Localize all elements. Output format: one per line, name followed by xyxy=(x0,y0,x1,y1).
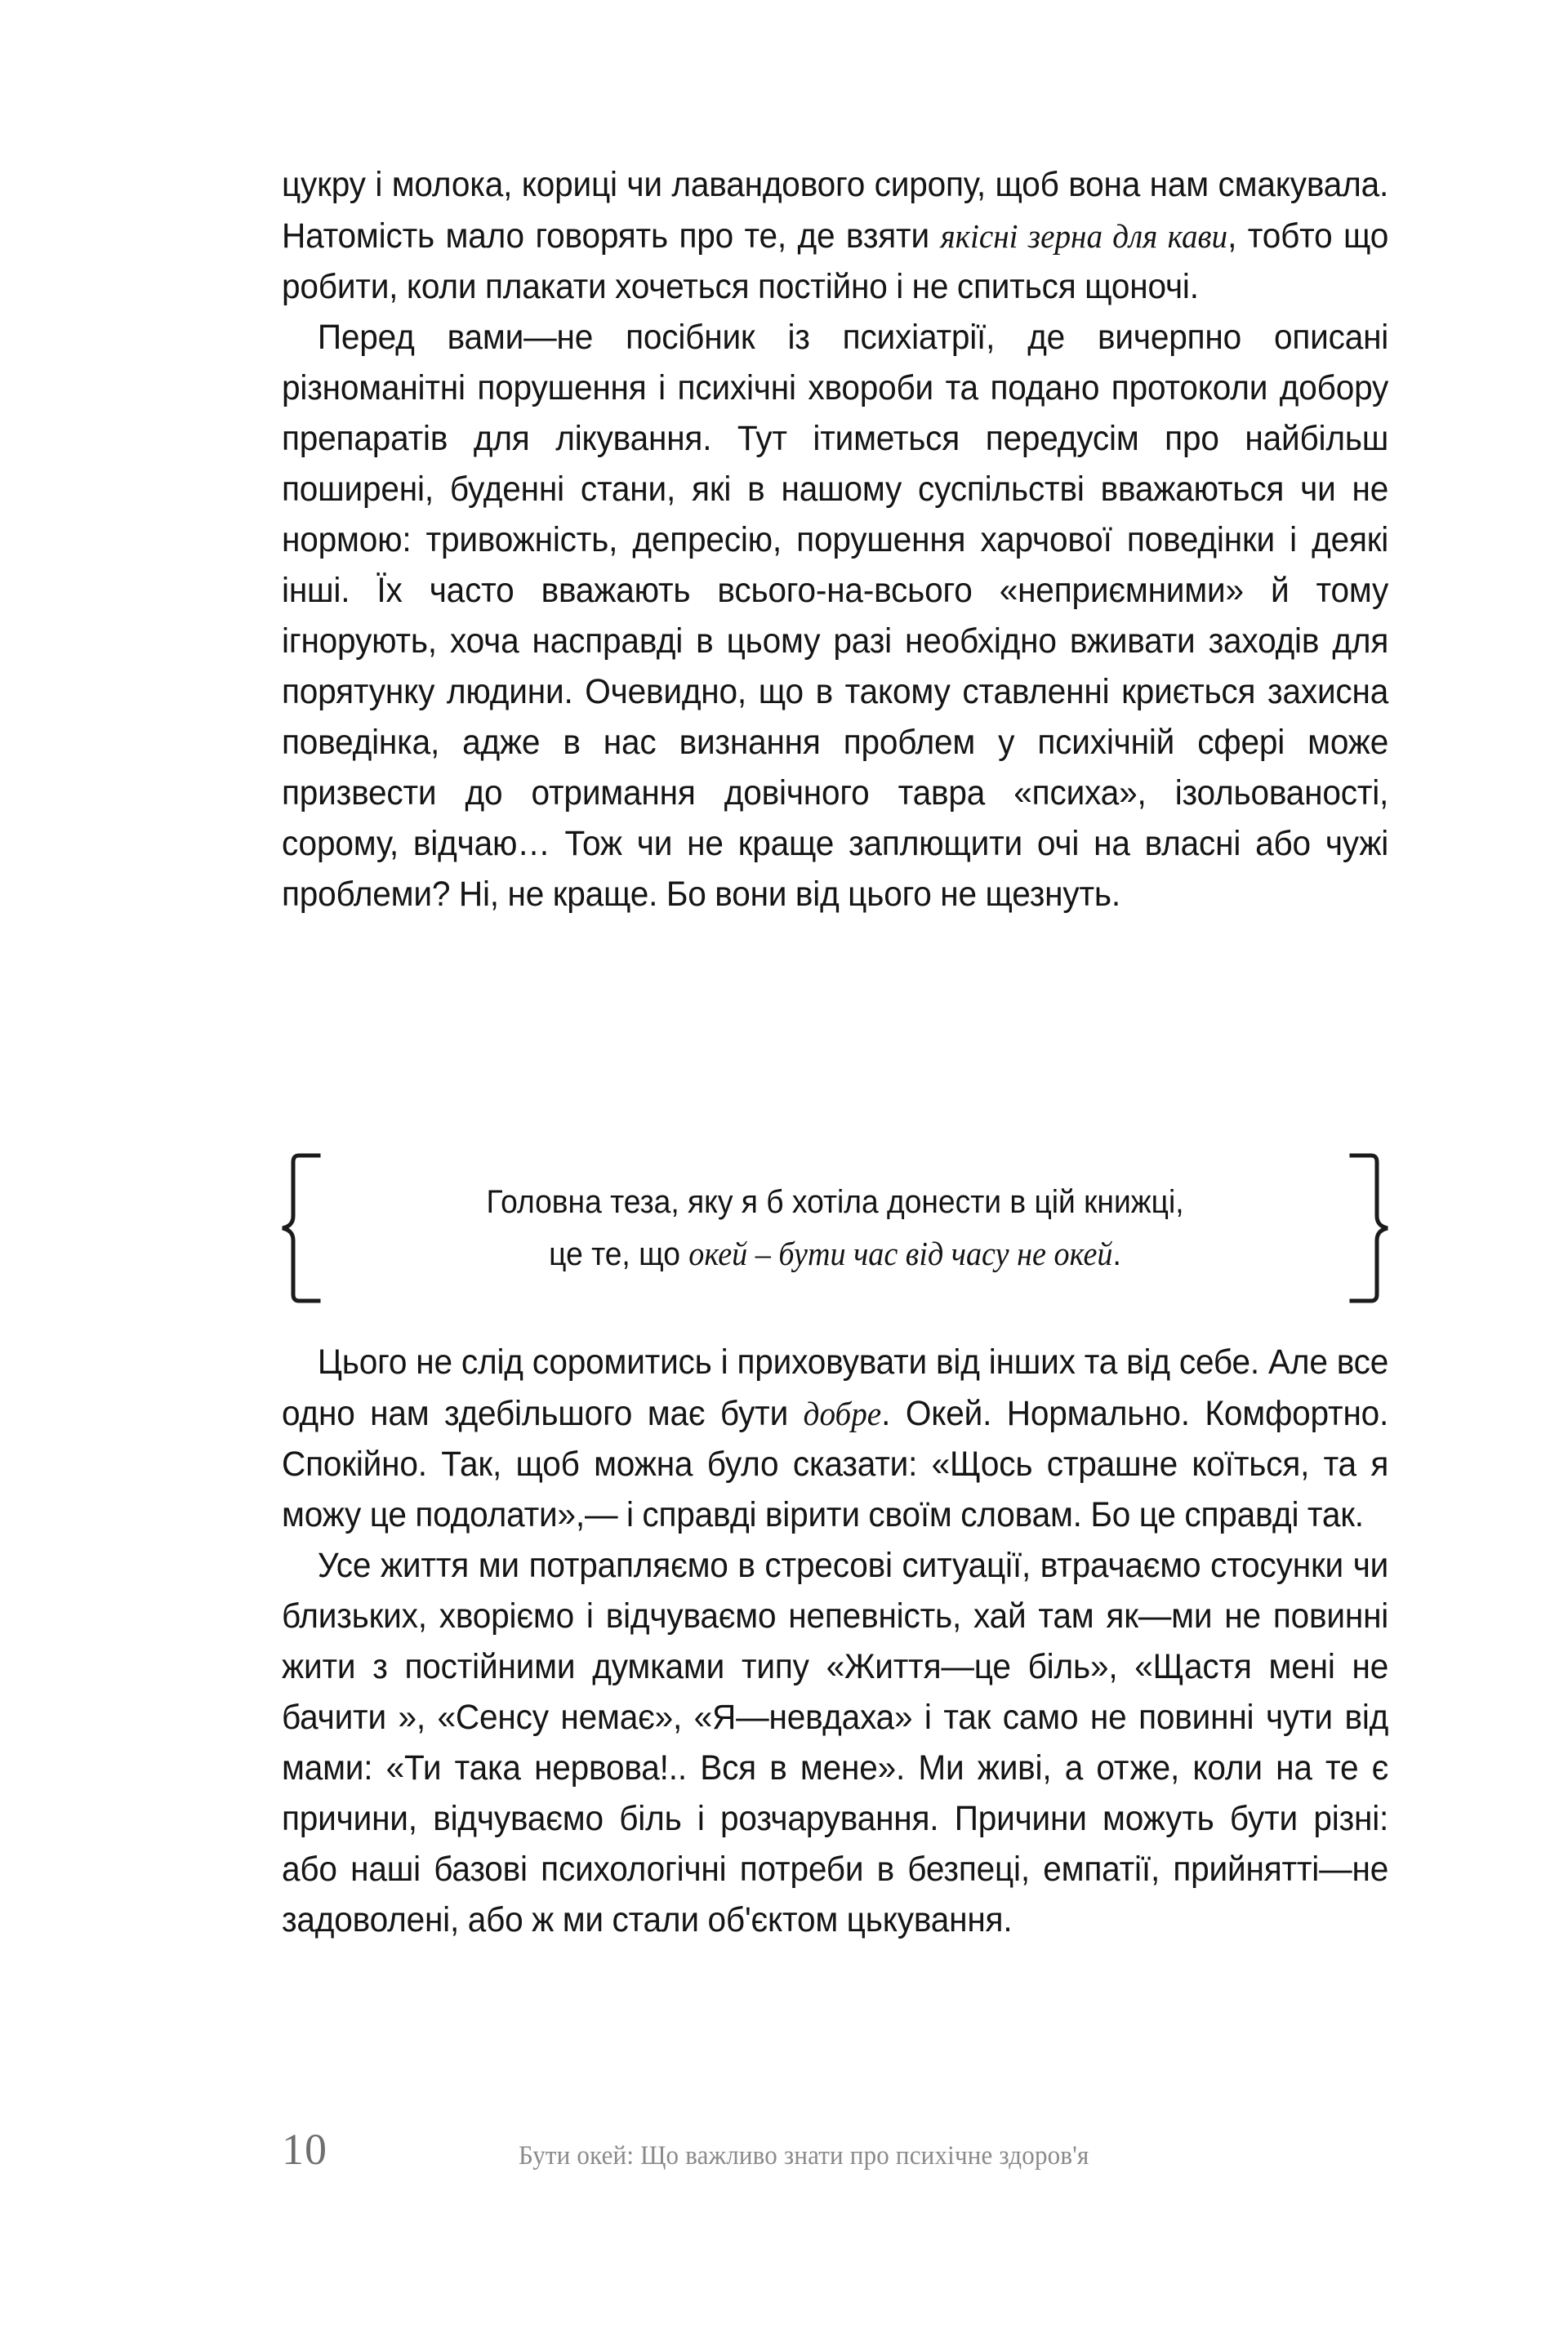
text-run: Усе життя ми потрапляємо в стресові ситуації, втрачаємо стосунки чи близьких, хворіємо і відчуваємо непевність, хай там як—ми не повинні жити з постійними думками типу «Життя—це біль», «Щастя мені не бачити », «Сенсу немає», «Я—невдаха» і так само не повинні чути від мами: «Ти така нервова!.. Вся в мене». Ми живі, а отже, коли на те є причини, відчуваємо біль і розчарування. Причини можуть бути різні: або наші базові психологічні потреби в безпеці, емпатії, прийнятті—не задоволені, або ж ми стали об'єктом цькування. xyxy=(282,1547,1389,1939)
running-title: Бути окей: Що важливо знати про психічне здоров'я xyxy=(519,2141,1089,2171)
paragraph-not-ashamed xyxy=(282,1338,1388,1541)
text-run: . Окей. Нормально. Комфортно. Спокійно. Так, щоб можна було сказати: «Щось страшне коїться, та я можу це подолати»,— і справді вірити своїм словам. Бо це справді так. xyxy=(282,1395,1389,1534)
emphasis-run: якісні зерна для кави xyxy=(940,217,1228,255)
body-text-block-lower xyxy=(282,1338,1388,1946)
text-run: . xyxy=(1112,1236,1121,1272)
paragraph-stress xyxy=(282,1541,1388,1946)
page-number: 10 xyxy=(282,2125,327,2174)
pull-quote xyxy=(278,1147,1392,1310)
text-run: Головна теза, яку я б хотіла донести в цій книжці, xyxy=(486,1183,1184,1220)
right-curly-brace-icon xyxy=(1345,1152,1392,1304)
page-footer xyxy=(282,2125,1392,2198)
emphasis-run: окей – бути час від часу не окей xyxy=(688,1234,1113,1272)
paragraph-coffee xyxy=(282,160,1388,313)
paragraph-not-a-manual xyxy=(282,313,1388,920)
pull-quote-text xyxy=(361,1177,1310,1280)
pull-quote-line xyxy=(374,1228,1295,1280)
text-run: це те, що xyxy=(549,1236,689,1272)
text-run: , тобто що робити, коли плакати хочеться постійно і не спиться щоночі. xyxy=(282,217,1389,306)
text-run: цукру і молока, кориці чи лавандового сиропу, щоб вона нам смакувала. Натомість мало говорять про те, де взяти xyxy=(282,166,1389,256)
body-text-block xyxy=(282,160,1388,920)
pull-quote-line xyxy=(374,1177,1295,1228)
emphasis-run: добре xyxy=(803,1395,882,1432)
text-run: Цього не слід соромитись і приховувати від інших та від себе. Але все одно нам здебільшого має бути xyxy=(282,1343,1389,1433)
left-curly-brace-icon xyxy=(278,1152,325,1304)
text-run: Перед вами—не посібник із психіатрії, де вичерпно описані різноманітні порушення і психічні хвороби та подано протоколи добору препаратів для лікування. Тут ітиметься передусім про найбільш поширені, буденні стани, які в нашому суспільстві вважаються чи не нормою: тривожність, депресію, порушення харчової поведінки і деякі інші. Їх часто вважають всього-на-всього «неприємними» й тому ігнорують, хоча насправді в цьому разі необхідно вживати заходів для порятунку людини. Очевидно, що в такому ставленні криється захисна поведінка, адже в нас визнання проблем у психічній сфері може призвести до отримання довічного тавра «психа», ізольованості, сорому, відчаю… Тож чи не краще заплющити очі на власні або чужі проблеми? Ні, не краще. Бо вони від цього не щезнуть. xyxy=(282,318,1389,914)
